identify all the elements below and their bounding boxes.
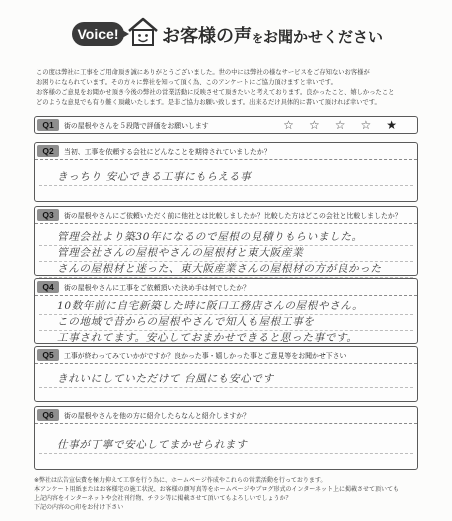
- rating-stars: [283, 118, 397, 132]
- footer-line: 下記の内容の○印をお付け下さい: [34, 504, 124, 511]
- footer-line: ※弊社は広告宣伝費を極力抑えて工事を行う為に、ホームページ作成やこれらの営業活動を行っております。: [34, 477, 327, 484]
- title-particle: を: [252, 32, 263, 45]
- question-number: Q1: [37, 119, 59, 131]
- footer-notes: [34, 476, 420, 512]
- question-text: 街の屋根やさんを５段階で評価をお願いします: [64, 122, 209, 130]
- question-text: 街の屋根やさんにご依頼いただく前に他社とは比較しましたか？比較した方はどこの会社と比較しましたか？: [64, 212, 402, 220]
- rating-star-icon[interactable]: ☆: [308, 118, 320, 132]
- house-smiley-icon: [127, 16, 159, 48]
- voice-badge: Voice!: [72, 22, 124, 46]
- rating-star-selected-icon[interactable]: ★: [386, 118, 397, 132]
- question-number: Q6: [37, 409, 59, 421]
- question-3: [34, 206, 418, 276]
- page-title: [162, 22, 383, 48]
- handwritten-answer: きっちり 安心できる工事にもらえる事: [39, 170, 413, 186]
- question-number: Q5: [37, 349, 59, 361]
- title-rest: お聞かせください: [263, 28, 384, 46]
- question-text: 当初、工事を依頼する会社にどんなことを期待されていましたか？: [64, 148, 271, 156]
- answer-area: [35, 224, 417, 278]
- question-6: [34, 406, 418, 470]
- intro-text: [36, 68, 420, 108]
- handwritten-answer: 工事されてます。安心しておまかせできると思った事です。: [39, 331, 413, 347]
- question-header: [35, 207, 417, 224]
- question-4: [34, 278, 418, 344]
- handwritten-answer: 10数年前に自宅新築した時に阪口工務店さんの屋根やさん。: [39, 299, 413, 315]
- footer-line: 本アンケート用紙またはお客様宅の施工状況、お客様の顔写真等をホームページやブログ形式のインターネット上に掲載させて頂いても: [34, 486, 399, 493]
- rating-star-icon[interactable]: ☆: [334, 118, 346, 132]
- question-1: [34, 116, 418, 134]
- answer-area: [35, 296, 417, 347]
- question-header: [35, 279, 417, 296]
- question-header: [35, 117, 417, 133]
- question-number: Q2: [37, 145, 59, 157]
- question-5: [34, 346, 418, 402]
- footer-line: 上記内容をインターネットや会社刊行物、チラシ等に掲載させて頂いてもよろしいでしょうか？: [34, 495, 292, 502]
- rating-star-icon[interactable]: ☆: [283, 118, 294, 132]
- question-header: [35, 347, 417, 364]
- answer-area: [35, 160, 417, 186]
- question-text: 街の屋根やさんを他の方に紹介したらなんと紹介しますか？: [64, 412, 251, 420]
- intro-line: お客様のご意見をお聞かせ頂き今後の弊社の営業活動に反映させて頂きたいと考えております。良かったこと、嬉しかったこと: [36, 89, 395, 96]
- handwritten-answer: 管理会社さんの屋根やさんの屋根材と東大阪産業: [39, 246, 413, 262]
- intro-line: この度は弊社に工事をご用命頂き誠にありがとうございました。世の中には弊社の様なサービスをご存知ないお客様が: [36, 69, 370, 76]
- question-header: [35, 143, 417, 160]
- intro-line: どのような意見でも有り難く頂戴いたします。是非ご協力お願い致します。出来るだけ具体的に書いて頂ければ幸いです。: [36, 99, 381, 106]
- rating-star-icon[interactable]: ☆: [360, 118, 372, 132]
- answer-area: [35, 424, 417, 454]
- question-number: Q4: [37, 281, 59, 293]
- handwritten-answer: 仕事が丁寧で安心してまかせられます: [39, 438, 413, 454]
- handwritten-answer: この地域で昔からの屋根やさんで知人も屋根工事を: [39, 315, 413, 331]
- question-2: [34, 142, 418, 202]
- title-main: お客様の声: [162, 26, 252, 47]
- handwritten-answer: きれいにしていただけて 台風にも安心です: [39, 372, 413, 388]
- handwritten-answer: 管理会社より築30年になるので屋根の見積りもらいました。: [39, 230, 413, 246]
- question-text: 工事が終わってみていかがですか？良かった事・嬉しかった事とご意見等をお聞かせ下さい: [64, 352, 347, 360]
- question-text: 街の屋根やさんに工事をご依頼頂いた決め手は何でしたか？: [64, 284, 251, 292]
- answer-area: [35, 364, 417, 388]
- question-header: [35, 407, 417, 424]
- intro-line: お困りになられています。その方々に弊社を知って頂く為、このアンケートにご協力頂けますと幸いです。: [36, 79, 337, 86]
- question-number: Q3: [37, 209, 59, 221]
- handwritten-answer: さんの屋根材と迷った、東大阪産業さんの屋根材の方が良かった: [39, 262, 413, 278]
